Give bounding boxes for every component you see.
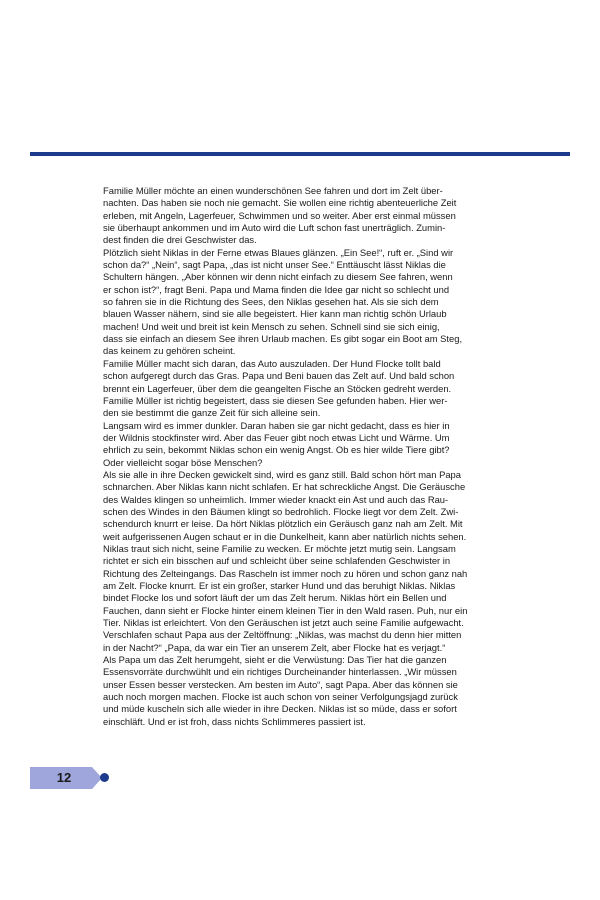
text-line: schon aufgeregt durch das Gras. Papa und Beni bauen das Zelt auf. Und bald schon bbox=[103, 370, 455, 382]
text-line: einschläft. Und er ist froh, dass nichts Schlimmeres passiert ist. bbox=[103, 715, 366, 727]
text-line: sie überhaupt ankommen und im Auto wird die Luft schon fast unerträglich. Zumin- bbox=[103, 222, 446, 234]
text-line: erleben, mit Angeln, Lagerfeuer, Schwimmen und so weiter. Aber erst einmal müssen bbox=[103, 209, 456, 221]
text-line: Als sie alle in ihre Decken gewickelt sind, wird es ganz still. Bald schon hört man Papa bbox=[103, 468, 461, 480]
text-line: den sie bestimmt die ganze Zeit für sich alleine sein. bbox=[103, 407, 321, 419]
text-line: auch noch morgen machen. Flocke ist auch schon von seiner Verfolgungsjagd zurück bbox=[103, 691, 458, 703]
text-line: nachten. Das haben sie noch nie gemacht. Sie wollen eine richtig abenteuerliche Zeit bbox=[103, 197, 457, 209]
text-line: Tier. Niklas ist erleichtert. Von den Geräuschen ist jetzt auch seine Familie aufgewacht. bbox=[103, 617, 464, 629]
text-line: Richtung des Zelteingangs. Das Rascheln ist immer noch zu hören und schon ganz nah bbox=[103, 567, 468, 579]
text-line: des Waldes klingen so unheimlich. Immer wieder knackt ein Ast und auch das Rau- bbox=[103, 493, 449, 505]
text-line: machen! Und weit und breit ist kein Mensch zu sehen. Schnell sind sie sich einig, bbox=[103, 320, 440, 332]
text-line: brennt ein Lagerfeuer, über dem die geangelten Fische an Stöcken gedreht werden. bbox=[103, 382, 452, 394]
text-line: das keinem zu gehören scheint. bbox=[103, 345, 236, 357]
text-line: Fauchen, dann sieht er Flocke hinter einem kleinen Tier in den Wald rasen. Puh, nur ein bbox=[103, 604, 468, 616]
text-line: Als Papa um das Zelt herumgeht, sieht er die Verwüstung: Das Tier hat die ganzen bbox=[103, 654, 447, 666]
text-line: Essensvorräte durchwühlt und ein richtiges Durcheinander hinterlassen. „Wir müssen bbox=[103, 666, 457, 678]
text-line: er schon ist?“, fragt Beni. Papa und Mama finden die Idee gar nicht so schlecht und bbox=[103, 283, 450, 295]
page-number: 12 bbox=[56, 770, 72, 785]
text-line: Oder vielleicht sogar böse Menschen? bbox=[103, 456, 263, 468]
text-line: ehrlich zu sein, bekommt Niklas schon ein wenig Angst. Ob es hier wilde Tiere gibt? bbox=[103, 444, 450, 456]
text-line: und müde kuscheln sich alle wieder in ihre Decken. Niklas ist so müde, dass er sofort bbox=[103, 703, 457, 715]
text-line: schendurch knurrt er leise. Da hört Niklas plötzlich ein Geräusch ganz nah am Zelt. Mit bbox=[103, 518, 463, 530]
text-line: Niklas traut sich nicht, seine Familie zu wecken. Er möchte jetzt mutig sein. Langsam bbox=[103, 542, 456, 554]
text-line: am Zelt. Flocke knurrt. Er ist ein großer, starker Hund und das beruhigt Niklas. Niklas bbox=[103, 580, 456, 591]
text-line: dest finden die drei Geschwister das. bbox=[103, 234, 257, 246]
text-line: Plötzlich sieht Niklas in der Ferne etwas Blaues glänzen. „Ein See!“, ruft er. „Sind wir bbox=[103, 246, 454, 258]
page-dot-decoration bbox=[100, 773, 109, 782]
text-line: Schultern hängen. „Aber können wir denn nicht einfach zu diesem See fahren, wenn bbox=[103, 271, 453, 283]
text-line: schnarchen. Aber Niklas kann nicht schlafen. Er hat schreckliche Angst. Die Geräusche bbox=[103, 481, 466, 493]
text-line: Langsam wird es immer dunkler. Daran haben sie gar nicht gedacht, dass es hier in bbox=[103, 419, 450, 431]
text-line: weit aufgerissenen Augen schaut er in die Dunkelheit, kann aber natürlich nichts sehen. bbox=[103, 530, 467, 542]
header-rule bbox=[30, 152, 570, 156]
text-line: Familie Müller ist richtig begeistert, dass sie diesen See gefunden haben. Hier wer- bbox=[103, 394, 448, 406]
text-line: richtet er sich ein bisschen auf und schleicht über seine schlafenden Geschwister in bbox=[103, 555, 451, 567]
text-line: schon da?“ „Nein“, sagt Papa, „das ist nicht unser See.“ Enttäuscht lässt Niklas die bbox=[103, 259, 446, 271]
text-line: Verschlafen schaut Papa aus der Zeltöffnung: „Niklas, was machst du denn hier mitten bbox=[103, 629, 462, 641]
story-text bbox=[103, 185, 525, 728]
text-line: unser Essen besser verstecken. Am besten im Auto“, sagt Papa. Aber das können sie bbox=[103, 678, 458, 690]
text-line: so fahren sie in die Richtung des Sees, den Niklas gesehen hat. Als sie sich dem bbox=[103, 296, 439, 308]
text-line: Familie Müller möchte an einen wunderschönen See fahren und dort im Zelt über- bbox=[103, 185, 443, 196]
text-line: der Wildnis stockfinster wird. Aber das Feuer gibt noch etwas Licht und Wärme. Um bbox=[103, 431, 450, 443]
text-line: schen des Windes in den Bäumen klingt so bedrohlich. Flocke liegt vor dem Zelt. Zwi- bbox=[103, 505, 459, 517]
text-line: bindet Flocke los und sofort läuft der um das Zelt herum. Niklas hört ein Bellen und bbox=[103, 592, 447, 604]
text-line: dass sie einfach an diesem See ihren Urlaub machen. Es gibt sogar ein Boot am Steg, bbox=[103, 333, 463, 345]
page-number-tab bbox=[30, 767, 92, 789]
text-line: in der Nacht?“ „Papa, da war ein Tier an unserem Zelt, aber Flocke hat es verjagt.“ bbox=[103, 641, 446, 653]
text-line: Familie Müller macht sich daran, das Auto auszuladen. Der Hund Flocke tollt bald bbox=[103, 357, 441, 369]
text-line: blauen Wasser nähern, sind sie alle begeistert. Hier kann man richtig schön Urlaub bbox=[103, 308, 447, 320]
